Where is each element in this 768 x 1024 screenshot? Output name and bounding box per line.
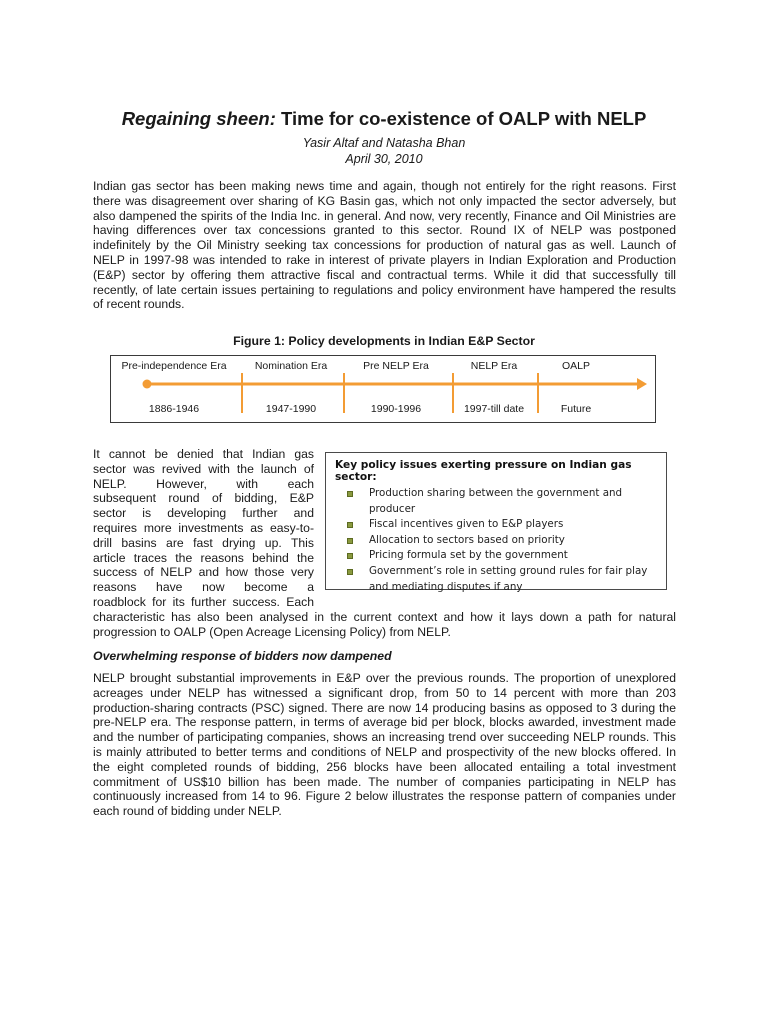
square-bullet-icon: [347, 491, 353, 497]
title-main-part: Time for co-existence of OALP with NELP: [275, 108, 647, 129]
publish-date: April 30, 2010: [345, 152, 423, 166]
key-policy-issues-box: [325, 452, 667, 593]
timeline-start-marker: [143, 380, 152, 389]
era-label: Nomination Era: [254, 360, 328, 372]
wrapped-text-line: sector was revived with the launch of: [93, 461, 314, 476]
policy-issue-text: Pricing formula set by the government: [369, 549, 568, 562]
era-date: 1886-1946: [148, 403, 200, 415]
policy-issues-list: [335, 486, 658, 595]
policy-timeline-figure: [110, 355, 656, 423]
bidders-paragraph: NELP brought substantial improvements in E&P over the previous rounds. The proportion of unexplored acreages under NELP has witnessed a significant drop, from 50 to 14 percent with more than 203 production-sharing contracts (PSC) signed. There are now 14 producing basins as opposed to 3 during the pre-NELP era. The response pattern, in terms of average bid per block, blocks awarded, investment made and the number of participating companies, shows an increasing trend over succeeding NELP rounds. This is mainly attributed to better terms and conditions of NELP and prospectivity of the new blocks offered. In the eight completed rounds of bidding, 256 blocks have been allocated entailing a total investment commitment of US$10 billion has been made. The number of companies participating in NELP has continuously increased from 14 to 96. Figure 2 below illustrates the response pattern of companies under each round of bidding under NELP.: [93, 671, 676, 819]
figure-1-caption: Figure 1: Policy developments in Indian E&P Sector: [233, 334, 535, 348]
square-bullet-icon: [347, 538, 353, 544]
era-label: Pre-independence Era: [121, 360, 227, 372]
section-heading-bidders: Overwhelming response of bidders now dampened: [93, 649, 392, 663]
wrapped-text-line: requires more investments as easy-to-: [93, 520, 314, 535]
policy-issue-text: Fiscal incentives given to E&P players: [369, 518, 564, 531]
era-label: NELP Era: [470, 360, 518, 372]
policy-issue-item: [335, 548, 658, 564]
wrapped-text-line: drill basins are fast drying up. This: [93, 535, 314, 550]
policy-box-heading: Key policy issues exerting pressure on Indian gas sector:: [335, 459, 632, 483]
era-date: Future: [560, 403, 592, 415]
wrapped-text-line: NELP. However, with each: [93, 476, 314, 491]
era-date: 1997-till date: [463, 403, 525, 415]
policy-issue-text: Government’s role in setting ground rules for fair play and mediating disputes if any: [369, 564, 648, 593]
square-bullet-icon: [347, 569, 353, 575]
policy-issue-item: [335, 486, 658, 517]
timeline-end-arrow: [637, 378, 647, 390]
authors: Yasir Altaf and Natasha Bhan: [302, 136, 466, 150]
era-date: 1947-1990: [265, 403, 317, 415]
wrapped-text-line: subsequent round of bidding, E&P: [93, 491, 314, 506]
section-intro-tail-line-1: characteristic has also been analysed in the current context and how it lays down a path for natural: [93, 610, 676, 624]
era-date: 1990-1996: [370, 403, 422, 415]
title-italic-part: Regaining sheen:: [121, 108, 276, 129]
era-label: OALP: [561, 360, 591, 372]
era-label: Pre NELP Era: [363, 360, 429, 372]
wrapped-text-line: roadblock for its further success. Each: [93, 594, 314, 609]
wrapped-text-line: success of NELP and how those very: [93, 565, 314, 580]
policy-issue-item: [335, 564, 658, 595]
section-intro-tail-line-2: progression to OALP (Open Acreage Licensing Policy) from NELP.: [93, 625, 451, 639]
wrapped-text-line: article traces the reasons behind the: [93, 550, 314, 565]
intro-paragraph: Indian gas sector has been making news time and again, though not entirely for the right reasons. First there was disagreement over sharing of KG Basin gas, which not only impacted the sector adversely, but also dampened the spirits of the India Inc. in general. And now, very recently, Finance and Oil Ministries are having differences over tax concessions granted to this sector. Round IX of NELP was postponed indefinitely by the Oil Ministry seeking tax concessions for production of natural gas as well. Launch of NELP in 1997-98 was intended to rake in interest of private players in Indian Exploration and Production (E&P) sector by offering them attractive fiscal and contractual terms. While it did that successfully till recently, of late certain issues pertaining to regulations and policy environment have hampered the results of recent rounds.: [93, 179, 676, 312]
article-title: [0, 108, 768, 130]
wrapped-text-line: reasons have now become a: [93, 580, 314, 595]
wrapped-text-line: sector is developing further and: [93, 506, 314, 521]
policy-issue-text: Production sharing between the government and producer: [369, 487, 623, 515]
section-intro-wrapped-text: [93, 447, 314, 610]
policy-issue-item: [335, 517, 658, 533]
wrapped-text-line: It cannot be denied that Indian gas: [93, 447, 314, 461]
policy-issue-text: Allocation to sectors based on priority: [369, 533, 565, 546]
policy-issue-item: [335, 533, 658, 549]
square-bullet-icon: [347, 553, 353, 559]
square-bullet-icon: [347, 522, 353, 528]
